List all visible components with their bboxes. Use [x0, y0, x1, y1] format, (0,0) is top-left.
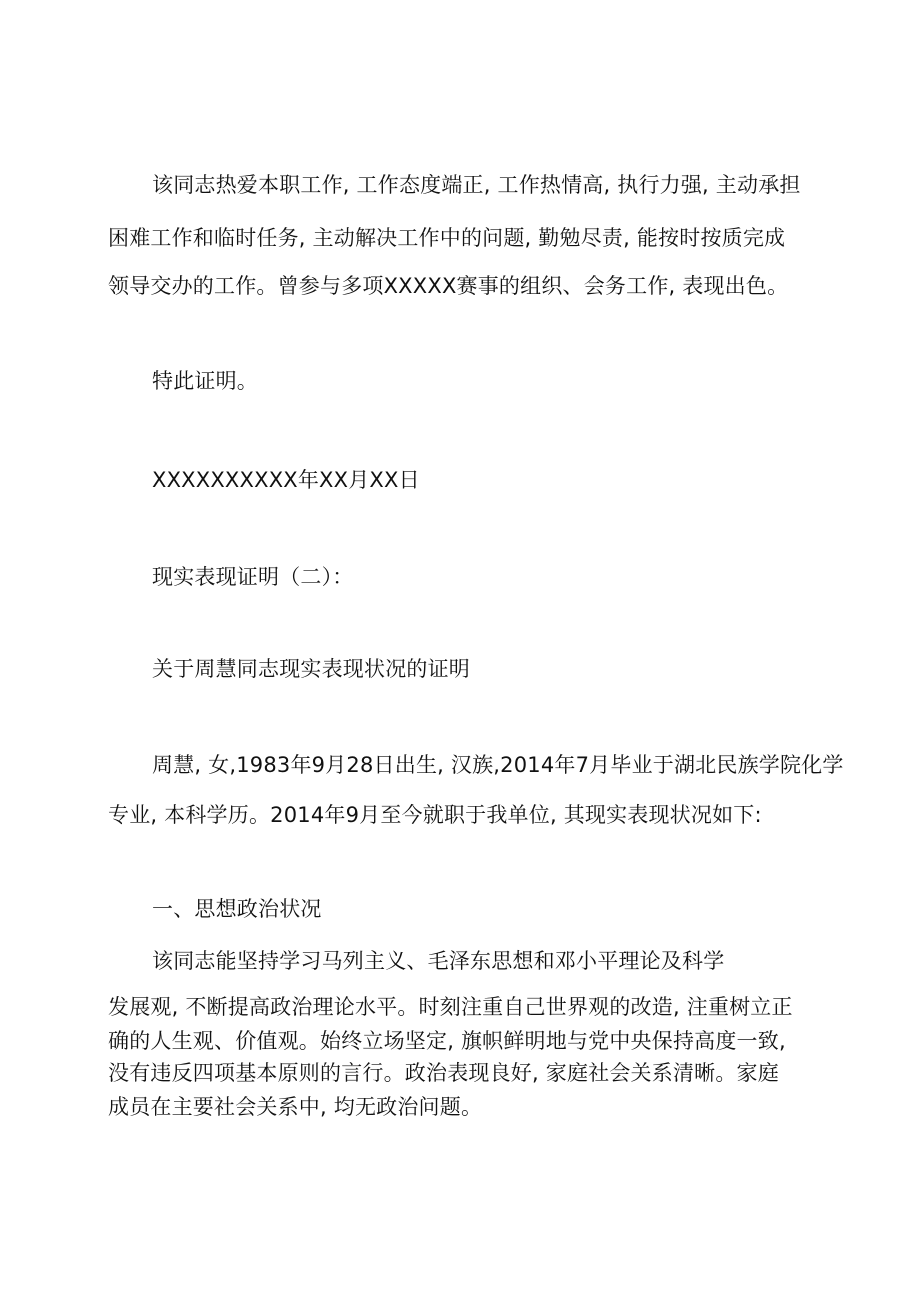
paragraph-1-line-2: 困难工作和临时任务, 主动解决工作中的问题, 勤勉尽责, 能按时按质完成: [108, 226, 786, 250]
section-heading: 现实表现证明（二）：: [152, 565, 354, 589]
paragraph-1-line-3: 领导交办的工作。曾参与多项XXXXX赛事的组织、会务工作, 表现出色。: [108, 274, 789, 298]
date-line: XXXXXXXXXX年XX月XX日: [152, 468, 420, 492]
paragraph-1-line-1: 该同志热爱本职工作, 工作态度端正, 工作热情高, 执行力强, 主动承担: [152, 173, 801, 197]
paragraph-3-line-1: 该同志能坚持学习马列主义、毛泽东思想和邓小平理论及科学: [152, 949, 725, 973]
subheading-political: 一、思想政治状况: [152, 897, 322, 921]
paragraph-2-line-1: 周慧, 女,1983年9月28日出生, 汉族,2014年7月毕业于湖北民族学院化学: [152, 753, 844, 777]
paragraph-3-line-4: 没有违反四项基本原则的言行。政治表现良好, 家庭社会关系清晰。家庭: [108, 1061, 779, 1085]
paragraph-2-line-2: 专业, 本科学历。2014年9月至今就职于我单位, 其现实表现状况如下:: [108, 803, 762, 827]
closing-text: 特此证明。: [152, 369, 258, 393]
certificate-title: 关于周慧同志现实表现状况的证明: [152, 657, 470, 681]
paragraph-3-line-2: 发展观, 不断提高政治理论水平。时刻注重自己世界观的改造, 注重树立正: [108, 995, 793, 1019]
paragraph-3-line-5: 成员在主要社会关系中, 均无政治问题。: [108, 1095, 483, 1119]
paragraph-3-line-3: 确的人生观、价值观。始终立场坚定, 旗帜鲜明地与党中央保持高度一致,: [108, 1029, 786, 1053]
